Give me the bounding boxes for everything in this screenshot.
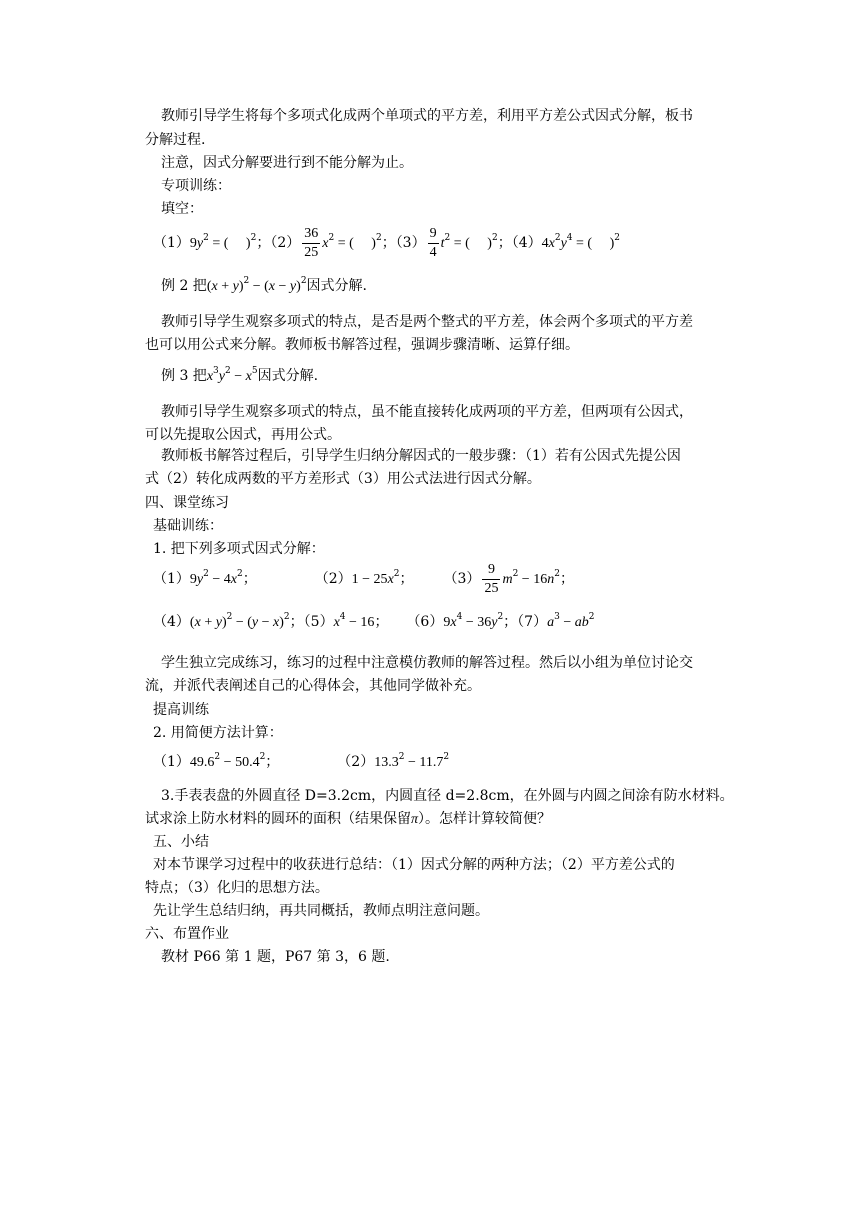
paragraph-line: 3.手表表盘的外圆直径 D=3.2cm，内圆直径 d=2.8cm，在外圆与内圆之间涂有防水材料。 [161,788,734,804]
paragraph-line: 可以先提取公因式，再用公式。 [145,427,341,443]
paragraph-line: 注意，因式分解要进行到不能分解为止。 [161,155,413,171]
fill-in-row: $(1)9y^2$ = ( )$^2$；（2） $\frac{36}{25}$ $x^2$ = ( )$^2$；（3） $\frac{9}{4}$ $t^2$ = ( )$^2$；$(4)4x^2y^4$ = ( )$^2$ [153,225,620,260]
paragraph-line: 特点；（3）化归的思想方法。 [145,880,329,896]
paragraph-line: 试求涂上防水材料的圆环的面积（结果保留π）。怎样计算较简便？ [145,811,552,827]
exercise-row: $(1)49.6^2 - 50.4^2$； $(2)13.3^2 - 11.7^2$ [153,752,450,770]
paragraph-line: 式（2）转化成两数的平方差形式（3）用公式法进行因式分解。 [145,471,541,487]
paragraph-line: 提高训练 [153,702,209,718]
paragraph-line: 学生独立完成练习，练习的过程中注意模仿教师的解答过程。然后以小组为单位讨论交 [161,655,693,671]
item-label: （3） [395,235,426,251]
paragraph-line: 基础训练： [153,518,223,534]
section-heading: 五、小结 [153,834,209,850]
section-heading: 六、布置作业 [145,926,229,942]
paragraph-line: 教材 P66 第 1 题，P67 第 3，6 题. [161,949,390,965]
item-label: （4） [511,235,542,251]
question-title: 2. 用简便方法计算： [153,725,283,741]
paragraph-line: 流，并派代表阐述自己的心得体会，其他同学做补充。 [145,678,481,694]
paragraph-line: 分解过程. [145,132,206,148]
paragraph-line: 填空： [161,201,203,217]
fraction: $\frac{9}{25}$ [484,561,499,596]
section-heading: 四、课堂练习 [145,495,229,511]
paragraph-line: 先让学生总结归纳，再共同概括，教师点明注意问题。 [153,903,489,919]
exercise-row: $(1)9y^2 - 4x^2$； $(2)1 - 25x^2$； （3） $\frac{9}{25}$ $m^2 - 16n^2$； [153,561,574,596]
example-3: 例 3 把$x^3y^2 - x^5$因式分解. [161,366,319,384]
example-2: 例 2 把$(x + y)^2 - (x - y)^2$因式分解. [161,276,367,294]
paragraph-line: 教师引导学生观察多项式的特点，虽不能直接转化成两项的平方差，但两项有公因式， [161,404,693,420]
question-title: 1. 把下列多项式因式分解： [153,541,325,557]
paragraph-line: 教师板书解答过程后，引导学生归纳分解因式的一般步骤：（1）若有公因式先提公因 [161,448,681,464]
exercise-row: $(4)(x + y)^2 - (y - x)^2$；$(5)x^4 - 16$； $(6)9x^4 - 36y^2$；$(7)a^3 - ab^2$ [153,612,595,630]
paragraph-line: 教师引导学生将每个多项式化成两个单项式的平方差，利用平方差公式因式分解，板书 [161,108,693,124]
paragraph-line: 也可以用公式来分解。教师板书解答过程，强调步骤清晰、运算仔细。 [145,337,579,353]
fraction: $\frac{36}{25}$ [304,225,319,260]
paragraph-line: 教师引导学生观察多项式的特点，是否是两个整式的平方差，体会两个多项式的平方差 [161,314,693,330]
item-label: （2） [270,235,301,251]
paragraph-line: 专项训练： [161,178,231,194]
item-label: （1） [153,235,190,251]
fraction: $\frac{9}{4}$ [429,225,437,260]
paragraph-line: 对本节课学习过程中的收获进行总结：（1）因式分解的两种方法；（2）平方差公式的 [153,857,675,873]
